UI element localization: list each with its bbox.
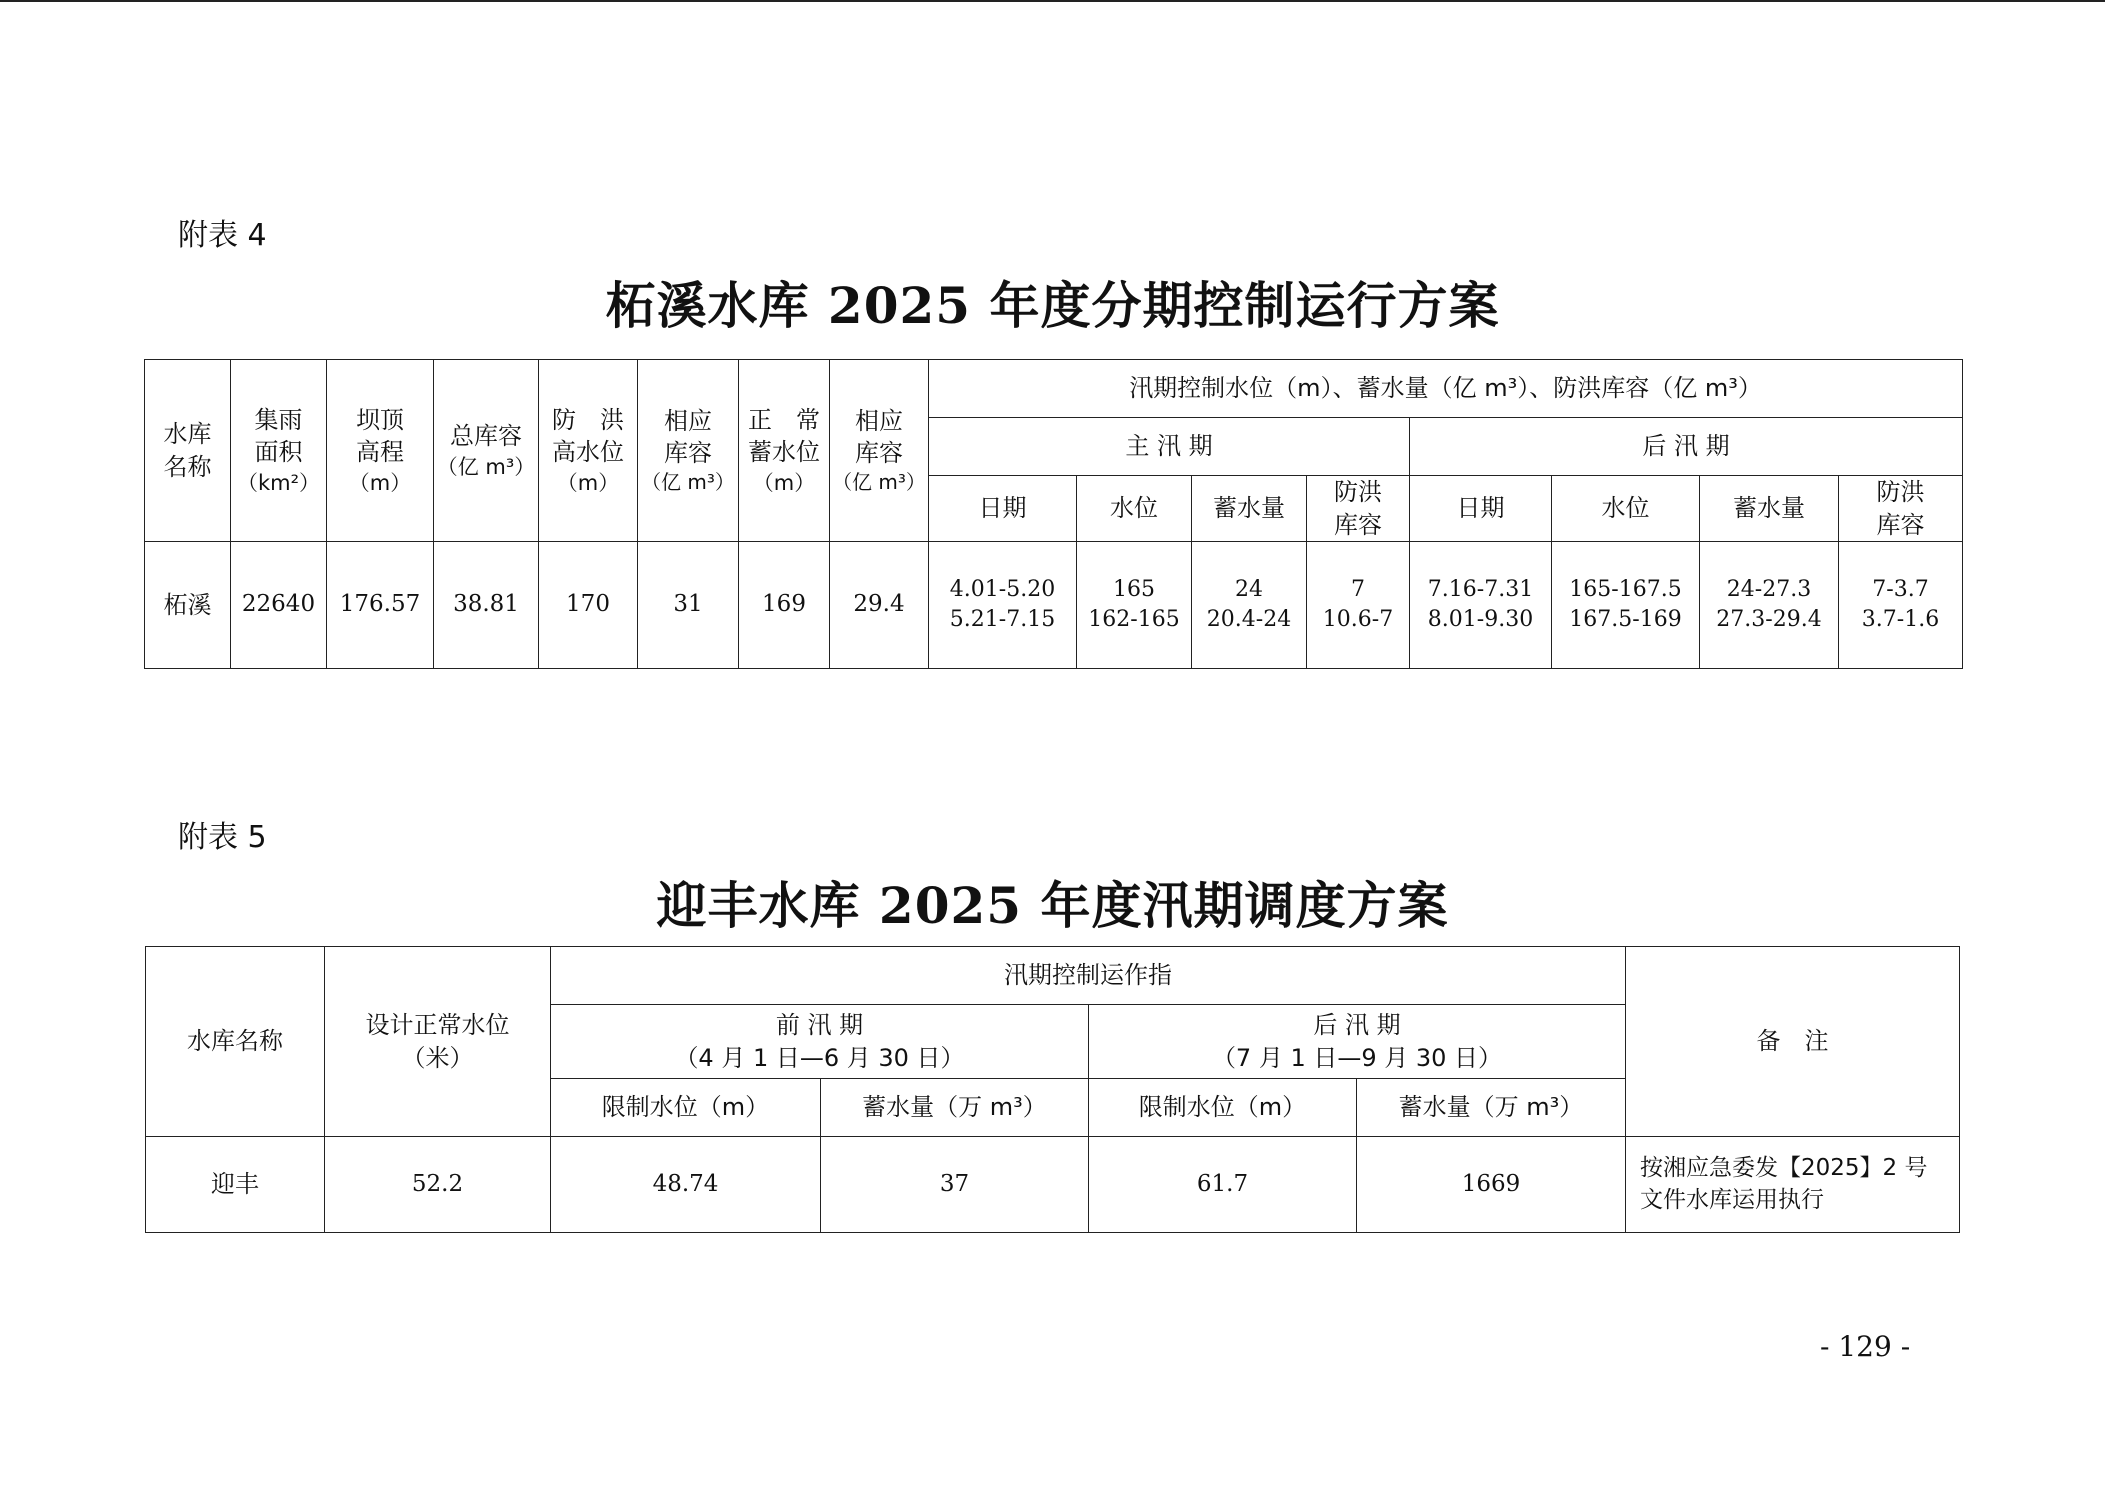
cell-main-flood-capacity: 7 10.6-7 (1307, 542, 1410, 669)
th-reservoir-name: 水库 名称 (145, 360, 231, 542)
top-border-line (0, 0, 2105, 2)
cell-crest: 176.57 (327, 542, 434, 669)
cell-pre-storage: 37 (821, 1137, 1089, 1233)
table-row (145, 542, 1963, 669)
th-corresponding-capacity-2: 相应 库容 （亿 m³） (830, 360, 929, 542)
th-corresponding-capacity-1: 相应 库容 （亿 m³） (638, 360, 739, 542)
cell-post-date: 7.16-7.31 8.01-9.30 (1410, 542, 1552, 669)
th-pre-limit-level: 限制水位（m） (551, 1079, 821, 1137)
cell-remark: 按湘应急委发【2025】2 号 文件水库运用执行 (1626, 1137, 1960, 1233)
th-flood-season-control-group: 汛期控制水位（m）、蓄水量（亿 m³）、防洪库容（亿 m³） (929, 360, 1963, 418)
cell-normal: 169 (739, 542, 830, 669)
th-normal-level: 正 常 蓄水位 （m） (739, 360, 830, 542)
cell-post-flood-capacity: 7-3.7 3.7-1.6 (1839, 542, 1963, 669)
table5 (145, 946, 1960, 1233)
th-post-storage: 蓄水量 (1700, 476, 1839, 542)
cell-cap1: 31 (638, 542, 739, 669)
th-post-level: 水位 (1552, 476, 1700, 542)
cell-post-storage: 1669 (1357, 1137, 1626, 1233)
th-main-storage: 蓄水量 (1192, 476, 1307, 542)
th-remark: 备 注 (1626, 947, 1960, 1137)
th-catchment-area: 集雨 面积 （km²） (231, 360, 327, 542)
th-post-storage: 蓄水量（万 m³） (1357, 1079, 1626, 1137)
appendix-label-5: 附表 5 (178, 820, 267, 855)
table5-title: 迎丰水库 2025 年度汛期调度方案 (656, 876, 1449, 935)
th-pre-flood-season: 前 汛 期 （4 月 1 日—6 月 30 日） (551, 1005, 1089, 1079)
cell-area: 22640 (231, 542, 327, 669)
th-main-flood-season: 主 汛 期 (929, 418, 1410, 476)
cell-pre-limit: 48.74 (551, 1137, 821, 1233)
cell-main-date: 4.01-5.20 5.21-7.15 (929, 542, 1077, 669)
cell-post-limit: 61.7 (1089, 1137, 1357, 1233)
table-row (146, 1137, 1960, 1233)
cell-flood-high: 170 (539, 542, 638, 669)
th-total-capacity: 总库容 （亿 m³） (434, 360, 539, 542)
cell-total: 38.81 (434, 542, 539, 669)
appendix-label-4: 附表 4 (178, 218, 267, 253)
th-post-flood-season: 后 汛 期 （7 月 1 日—9 月 30 日） (1089, 1005, 1626, 1079)
th-crest-elevation: 坝顶 高程 （m） (327, 360, 434, 542)
th-design-normal-level: 设计正常水位 （米） (325, 947, 551, 1137)
cell-cap2: 29.4 (830, 542, 929, 669)
cell-main-level: 165 162-165 (1077, 542, 1192, 669)
th-pre-storage: 蓄水量（万 m³） (821, 1079, 1089, 1137)
th-flood-high-level: 防 洪 高水位 （m） (539, 360, 638, 542)
th-post-date: 日期 (1410, 476, 1552, 542)
th-main-flood-capacity: 防洪 库容 (1307, 476, 1410, 542)
th-post-flood-season: 后 汛 期 (1410, 418, 1963, 476)
cell-post-storage: 24-27.3 27.3-29.4 (1700, 542, 1839, 669)
th-post-limit-level: 限制水位（m） (1089, 1079, 1357, 1137)
page-number: - 129 - (1820, 1330, 1911, 1363)
cell-design-level: 52.2 (325, 1137, 551, 1233)
cell-main-storage: 24 20.4-24 (1192, 542, 1307, 669)
th-main-level: 水位 (1077, 476, 1192, 542)
th-reservoir-name: 水库名称 (146, 947, 325, 1137)
cell-name: 迎丰 (146, 1137, 325, 1233)
table4-title: 柘溪水库 2025 年度分期控制运行方案 (605, 276, 1500, 335)
th-flood-season-control-group: 汛期控制运作指 (551, 947, 1626, 1005)
th-main-date: 日期 (929, 476, 1077, 542)
th-post-flood-capacity: 防洪 库容 (1839, 476, 1963, 542)
cell-post-level: 165-167.5 167.5-169 (1552, 542, 1700, 669)
table4 (144, 359, 1963, 669)
cell-name: 柘溪 (145, 542, 231, 669)
